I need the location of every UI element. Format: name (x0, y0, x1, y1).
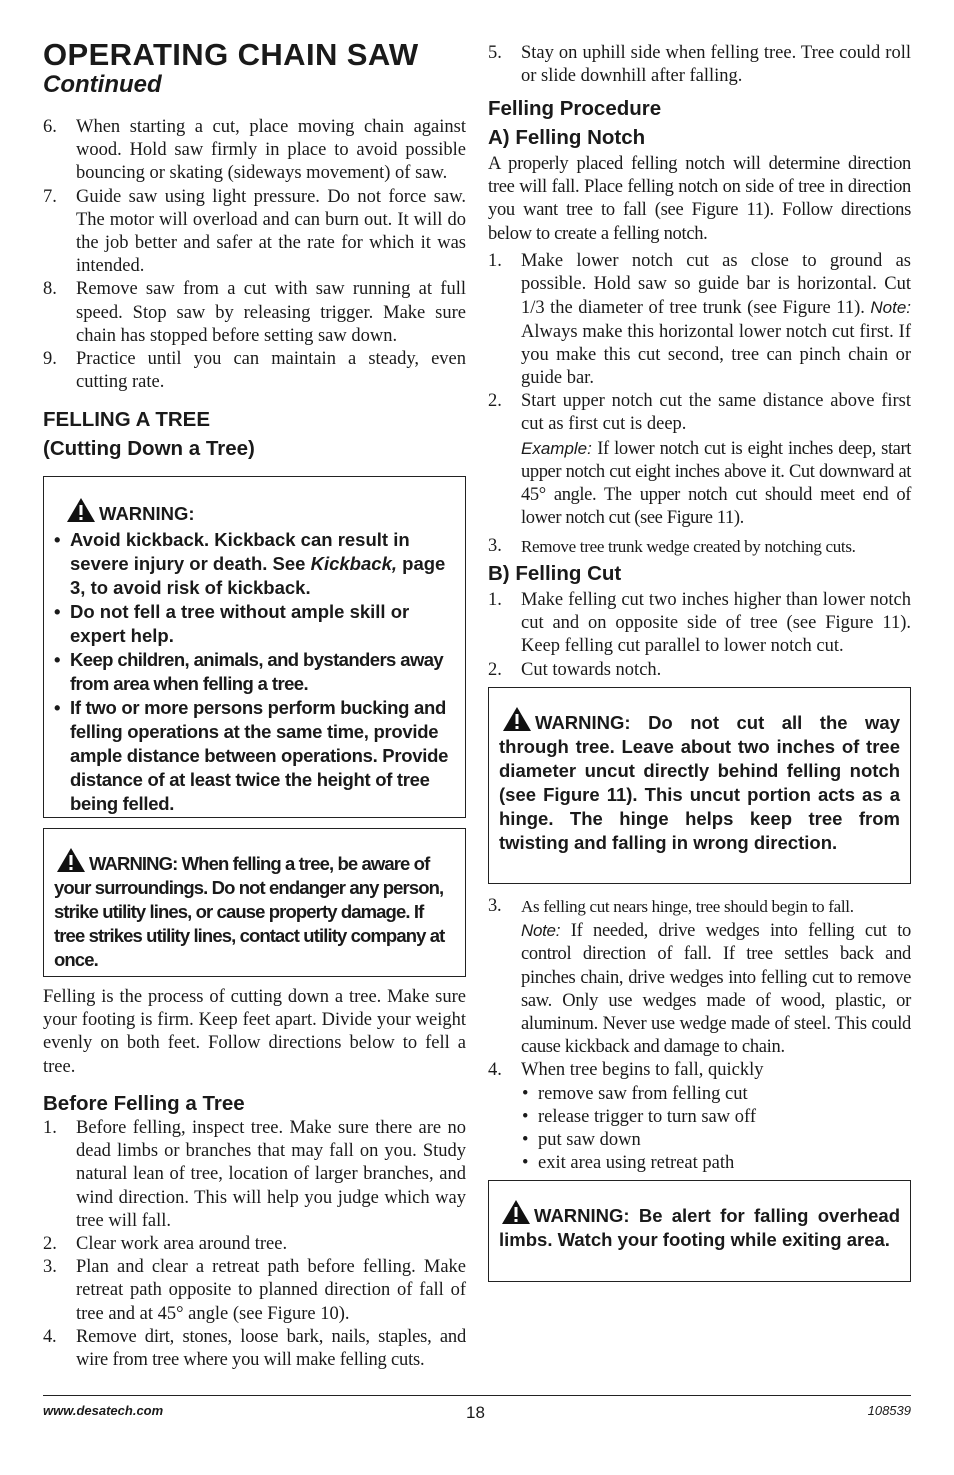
footer-divider (43, 1395, 911, 1396)
list-item: 4. When tree begins to fall, quickly • remove saw from felling cut • release trigger to turn saw off • put saw down • exit area using retreat path (488, 1059, 911, 1175)
warning-triangle-icon (502, 706, 532, 732)
document-code: 108539 (867, 1403, 911, 1418)
warning-box-kickback (43, 476, 466, 818)
warning-triangle-icon (66, 497, 96, 523)
operating-steps-list (43, 116, 466, 394)
warning-box-surroundings (43, 828, 466, 977)
list-item: 1. Before felling, inspect tree. Make sure there are no dead limbs or branches that may fall on you. Study natural lean of tree, location of larger branches, and wind direction. This will help you judge which way tree will fall. (43, 1118, 466, 1231)
felling-cut-list-a (488, 589, 911, 682)
warning-box-overhead-limbs (488, 1180, 911, 1282)
before-felling-list (43, 1117, 466, 1372)
list-item: 6. When starting a cut, place moving chain against wood. Hold saw firmly in place to avoid possible bouncing or skating (sideways movement) of saw. (43, 117, 466, 184)
list-item: 2. Clear work area around tree. (43, 1234, 288, 1255)
list-item: 2. Start upper notch cut the same distance above first cut as first cut is deep. Example: If lower notch cut is eight inches deep, start upper notch cut eight inches above it. Cut downward at 45° angle. The upper notch cut should meet end of lower notch cut (see Figure 11). (488, 391, 911, 529)
notch-steps-list (488, 250, 911, 560)
footer-url[interactable]: www.desatech.com (43, 1403, 164, 1418)
fall-actions-bullets (522, 1083, 911, 1176)
warning-triangle-icon (56, 847, 86, 873)
list-item: 2. Cut towards notch. (488, 659, 662, 680)
list-item: 3. Plan and clear a retreat path before felling. Make retreat path opposite to planned direction of fall of tree and at 45° angle (see Figure 10). (43, 1257, 466, 1324)
section-heading: FELLING A TREE (43, 408, 211, 431)
felling-cut-heading: B) Felling Cut (488, 562, 622, 585)
list-item: 1. Make felling cut two inches higher than lower notch cut and on opposite side of tree (see Figure 11). Keep felling cut parallel to lower notch cut. (488, 590, 911, 657)
warning-bullets (54, 528, 455, 816)
felling-cut-list-b (488, 895, 911, 1175)
warning-text: WARNING: Be alert for falling overhead limbs. Watch your footing while exiting area. (499, 1205, 900, 1250)
item-5-list (488, 42, 911, 88)
list-item: 3. As felling cut nears hinge, tree should begin to fall. Note: If needed, drive wedges into felling cut to control direction of fall. If tree settles back and pinches chain, drive wedges into felling cut to remove saw. Only use wedges made of wood, plastic, or aluminum. Never use wedge made of steel. This could cause kickback and damage to chain. (488, 896, 911, 1058)
warning-box-hinge (488, 687, 911, 884)
before-felling-heading: Before Felling a Tree (43, 1092, 245, 1115)
page-title: OPERATING CHAIN SAW (43, 37, 419, 72)
bullet-item: • release trigger to turn saw off (522, 1106, 756, 1127)
list-item: 1. Make lower notch cut as close to ground as possible. Hold saw so guide bar is horizontal. Cut 1/3 the diameter of tree trunk (see Figure 11). Note: Always make this horizontal lower notch cut first. If you make this cut second, tree can pinch chain or guide bar. (488, 251, 912, 389)
section-heading: Felling Procedure (488, 97, 662, 120)
warning-label: WARNING: (99, 503, 195, 524)
warning-bullet: • Do not fell a tree without ample skill or expert help. (54, 601, 410, 646)
subsection-heading: A) Felling Notch (488, 126, 646, 149)
bullet-item: • put saw down (522, 1130, 641, 1151)
notch-intro-paragraph: A properly placed felling notch will determine direction tree will fall. Place felling notch on side of tree in direction you want tree to fall (see Figure 11). Follow directions below to create a felling notch. (488, 154, 911, 244)
warning-text: WARNING: Do not cut all the way through tree. Leave about two inches of tree diameter uncut directly behind felling notch (see Figure 11). This uncut portion acts as a hinge. The hinge helps keep tree from twisting and falling in wrong direction. (499, 712, 900, 853)
list-item: 8. Remove saw from a cut with saw running at full speed. Stop saw by releasing trigger. Make sure chain has stopped before setting saw down. (43, 279, 466, 346)
warning-triangle-icon (501, 1199, 531, 1225)
list-item: 3. Remove tree trunk wedge created by notching cuts. (488, 536, 856, 557)
warning-bullet: • If two or more persons perform bucking and felling operations at the same time, provide ample distance between operations. Provide distance of at least twice the height of tree being felled. (54, 697, 449, 814)
list-item: 7. Guide saw using light pressure. Do not force saw. The motor will overload and can burn out. It will do the job better and safer at the rate for which it was intended. (43, 186, 466, 277)
list-item: 9. Practice until you can maintain a steady, even cutting rate. (43, 349, 466, 393)
warning-bullet: • Avoid kickback. Kickback can result in severe injury or death. See Kickback, page 3, to avoid risk of kickback. (54, 529, 446, 598)
felling-section-heading (43, 405, 255, 463)
warning-text: WARNING: When felling a tree, be aware of your surroundings. Do not endanger any person, strike utility lines, or cause property damage. If tree strikes utility lines, contact utility company at once. (54, 853, 445, 970)
bullet-item: • exit area using retreat path (522, 1153, 735, 1174)
warning-bullet: • Keep children, animals, and bystanders away from area when felling a tree. (54, 649, 444, 694)
felling-procedure-headings (488, 94, 661, 152)
bullet-item: • remove saw from felling cut (522, 1083, 748, 1104)
section-subheading: (Cutting Down a Tree) (43, 437, 255, 460)
page-subtitle: Continued (43, 71, 162, 98)
felling-intro-paragraph: Felling is the process of cutting down a tree. Make sure your footing is firm. Keep feet apart. Divide your weight evenly on both feet. Follow directions below to fell a tree. (43, 987, 466, 1077)
list-item: 4. Remove dirt, stones, loose bark, nails, staples, and wire from tree where you will make felling cuts. (43, 1326, 466, 1371)
list-item: 5. Stay on uphill side when felling tree. Tree could roll or slide downhill after falling. (488, 43, 911, 87)
page-number: 18 (466, 1403, 485, 1422)
